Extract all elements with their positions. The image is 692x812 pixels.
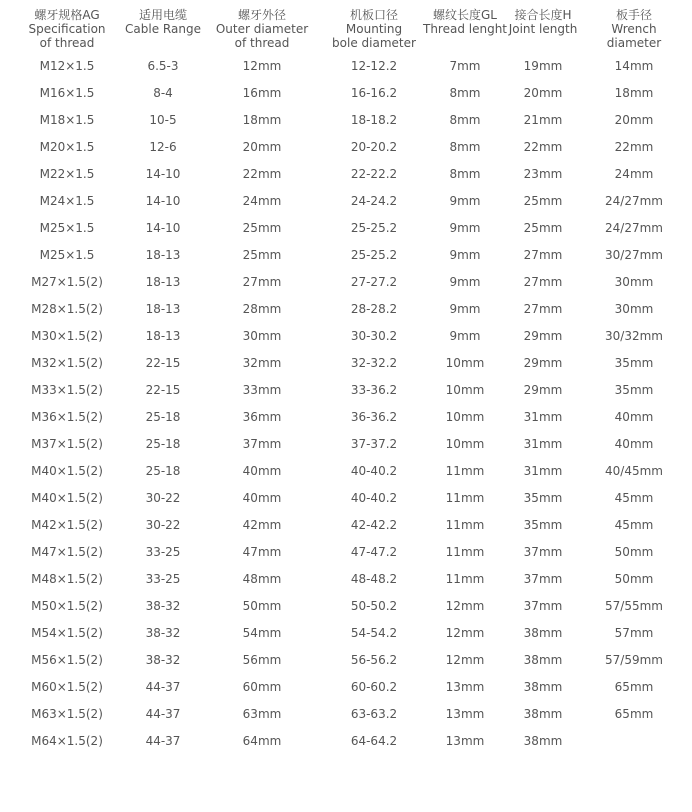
- cell-spec: M12×1.5: [39, 59, 95, 73]
- cell-wrench-diameter: 30/27mm: [605, 248, 663, 262]
- cell-outer-diameter: 12mm: [242, 59, 282, 73]
- cell-thread-length: 11mm: [445, 518, 485, 532]
- cell-wrench-diameter: 57/59mm: [605, 653, 663, 667]
- cell-spec: M16×1.5: [39, 86, 95, 100]
- cell-cable-range: 18-13: [145, 302, 181, 316]
- cell-mounting-hole: 42-42.2: [350, 518, 398, 532]
- cell-wrench-diameter: 40/45mm: [605, 464, 663, 478]
- cell-joint-length: 31mm: [523, 464, 563, 478]
- cell-mounting-hole: 56-56.2: [350, 653, 398, 667]
- cell-mounting-hole: 64-64.2: [350, 734, 398, 748]
- cell-joint-length: 37mm: [523, 572, 563, 586]
- cell-cable-range: 30-22: [145, 518, 181, 532]
- cell-cable-range: 22-15: [145, 356, 181, 370]
- header-thread-length-en: Thread lenght: [422, 22, 508, 36]
- cell-outer-diameter: 28mm: [242, 302, 282, 316]
- cell-thread-length: 9mm: [449, 248, 481, 262]
- table-row: [0, 680, 692, 707]
- table-row: [0, 167, 692, 194]
- cell-joint-length: 37mm: [523, 545, 563, 559]
- cell-wrench-diameter: 24/27mm: [605, 194, 663, 208]
- cell-mounting-hole: 48-48.2: [350, 572, 398, 586]
- cell-wrench-diameter: 50mm: [614, 545, 654, 559]
- cell-thread-length: 10mm: [445, 410, 485, 424]
- cell-cable-range: 44-37: [145, 680, 181, 694]
- cell-cable-range: 10-5: [149, 113, 177, 127]
- cell-joint-length: 29mm: [523, 383, 563, 397]
- cell-thread-length: 13mm: [445, 680, 485, 694]
- cell-thread-length: 9mm: [449, 194, 481, 208]
- cell-wrench-diameter: 18mm: [614, 86, 654, 100]
- cell-spec: M42×1.5(2): [31, 518, 103, 532]
- cell-cable-range: 30-22: [145, 491, 181, 505]
- cell-thread-length: 11mm: [445, 545, 485, 559]
- table-row: [0, 437, 692, 464]
- cell-wrench-diameter: 30mm: [614, 275, 654, 289]
- cell-thread-length: 12mm: [445, 626, 485, 640]
- cell-cable-range: 33-25: [145, 545, 181, 559]
- cell-spec: M37×1.5(2): [31, 437, 103, 451]
- cell-outer-diameter: 36mm: [242, 410, 282, 424]
- table-row: [0, 86, 692, 113]
- header-outer-diameter-en: Outer diameter of thread: [215, 22, 309, 50]
- cell-spec: M24×1.5: [39, 194, 95, 208]
- cell-outer-diameter: 47mm: [242, 545, 282, 559]
- cell-spec: M63×1.5(2): [31, 707, 103, 721]
- cell-thread-length: 12mm: [445, 599, 485, 613]
- cell-mounting-hole: 63-63.2: [350, 707, 398, 721]
- cell-cable-range: 22-15: [145, 383, 181, 397]
- cell-spec: M54×1.5(2): [31, 626, 103, 640]
- cell-spec: M60×1.5(2): [31, 680, 103, 694]
- table-row: [0, 599, 692, 626]
- cell-joint-length: 38mm: [523, 707, 563, 721]
- cell-mounting-hole: 12-12.2: [350, 59, 398, 73]
- cell-thread-length: 9mm: [449, 329, 481, 343]
- cell-spec: M36×1.5(2): [31, 410, 103, 424]
- table-row: [0, 410, 692, 437]
- cell-outer-diameter: 20mm: [242, 140, 282, 154]
- cell-spec: M33×1.5(2): [31, 383, 103, 397]
- cell-joint-length: 31mm: [523, 437, 563, 451]
- cell-outer-diameter: 56mm: [242, 653, 282, 667]
- cell-mounting-hole: 40-40.2: [350, 491, 398, 505]
- cell-mounting-hole: 28-28.2: [350, 302, 398, 316]
- cell-joint-length: 38mm: [523, 680, 563, 694]
- cell-wrench-diameter: 40mm: [614, 437, 654, 451]
- table-row: [0, 194, 692, 221]
- cell-wrench-diameter: 65mm: [614, 707, 654, 721]
- table-row: [0, 140, 692, 167]
- cell-joint-length: 27mm: [523, 275, 563, 289]
- cell-joint-length: 29mm: [523, 356, 563, 370]
- cell-cable-range: 18-13: [145, 329, 181, 343]
- cell-joint-length: 38mm: [523, 734, 563, 748]
- table-row: [0, 113, 692, 140]
- header-specification-zh: 螺牙规格AG: [34, 8, 100, 22]
- header-outer-diameter-zh: 螺牙外径: [237, 8, 286, 22]
- cell-outer-diameter: 42mm: [242, 518, 282, 532]
- cell-wrench-diameter: 45mm: [614, 518, 654, 532]
- cell-wrench-diameter: 57mm: [614, 626, 654, 640]
- cell-wrench-diameter: 45mm: [614, 491, 654, 505]
- cell-thread-length: 7mm: [449, 59, 481, 73]
- cell-cable-range: 25-18: [145, 437, 181, 451]
- cell-outer-diameter: 33mm: [242, 383, 282, 397]
- cell-outer-diameter: 32mm: [242, 356, 282, 370]
- cell-joint-length: 35mm: [523, 518, 563, 532]
- cell-spec: M56×1.5(2): [31, 653, 103, 667]
- cell-joint-length: 21mm: [523, 113, 563, 127]
- header-cable-range-en: Cable Range: [125, 22, 201, 36]
- cell-spec: M25×1.5: [39, 221, 95, 235]
- cell-joint-length: 31mm: [523, 410, 563, 424]
- cell-thread-length: 8mm: [449, 140, 481, 154]
- cell-cable-range: 25-18: [145, 464, 181, 478]
- cell-mounting-hole: 25-25.2: [350, 221, 398, 235]
- cell-outer-diameter: 63mm: [242, 707, 282, 721]
- cell-wrench-diameter: 24mm: [614, 167, 654, 181]
- table-row: [0, 734, 692, 761]
- cell-joint-length: 27mm: [523, 302, 563, 316]
- cell-spec: M47×1.5(2): [31, 545, 103, 559]
- cell-thread-length: 11mm: [445, 572, 485, 586]
- cell-mounting-hole: 32-32.2: [350, 356, 398, 370]
- cell-outer-diameter: 27mm: [242, 275, 282, 289]
- cell-spec: M48×1.5(2): [31, 572, 103, 586]
- cell-wrench-diameter: 35mm: [614, 356, 654, 370]
- cell-spec: M22×1.5: [39, 167, 95, 181]
- cell-wrench-diameter: 14mm: [614, 59, 654, 73]
- cell-wrench-diameter: 50mm: [614, 572, 654, 586]
- cell-outer-diameter: 40mm: [242, 464, 282, 478]
- cell-thread-length: 10mm: [445, 356, 485, 370]
- table-row: [0, 248, 692, 275]
- cell-wrench-diameter: 20mm: [614, 113, 654, 127]
- cell-wrench-diameter: 40mm: [614, 410, 654, 424]
- cell-outer-diameter: 22mm: [242, 167, 282, 181]
- table-row: [0, 626, 692, 653]
- cell-cable-range: 14-10: [145, 194, 181, 208]
- cell-thread-length: 13mm: [445, 734, 485, 748]
- table-row: [0, 707, 692, 734]
- cell-outer-diameter: 25mm: [242, 248, 282, 262]
- header-mounting-hole-zh: 机板口径: [349, 8, 398, 22]
- table-row: [0, 572, 692, 599]
- cell-cable-range: 44-37: [145, 707, 181, 721]
- cell-cable-range: 6.5-3: [147, 59, 179, 73]
- table-row: [0, 383, 692, 410]
- cell-mounting-hole: 27-27.2: [350, 275, 398, 289]
- cell-thread-length: 13mm: [445, 707, 485, 721]
- cell-thread-length: 8mm: [449, 86, 481, 100]
- cell-joint-length: 20mm: [523, 86, 563, 100]
- cell-spec: M32×1.5(2): [31, 356, 103, 370]
- cell-cable-range: 25-18: [145, 410, 181, 424]
- cell-mounting-hole: 24-24.2: [350, 194, 398, 208]
- cell-outer-diameter: 54mm: [242, 626, 282, 640]
- cell-outer-diameter: 60mm: [242, 680, 282, 694]
- table-row: [0, 221, 692, 248]
- cell-cable-range: 44-37: [145, 734, 181, 748]
- cell-joint-length: 22mm: [523, 140, 563, 154]
- cell-cable-range: 18-13: [145, 275, 181, 289]
- cell-spec: M28×1.5(2): [31, 302, 103, 316]
- table-row: [0, 329, 692, 356]
- cell-cable-range: 33-25: [145, 572, 181, 586]
- cell-mounting-hole: 22-22.2: [350, 167, 398, 181]
- cell-joint-length: 23mm: [523, 167, 563, 181]
- table-row: [0, 518, 692, 545]
- cell-cable-range: 18-13: [145, 248, 181, 262]
- cell-spec: M18×1.5: [39, 113, 95, 127]
- cell-spec: M40×1.5(2): [31, 491, 103, 505]
- cell-cable-range: 38-32: [145, 599, 181, 613]
- cell-outer-diameter: 24mm: [242, 194, 282, 208]
- cell-cable-range: 38-32: [145, 653, 181, 667]
- cell-thread-length: 10mm: [445, 437, 485, 451]
- cell-thread-length: 9mm: [449, 221, 481, 235]
- table-row: [0, 356, 692, 383]
- cell-thread-length: 12mm: [445, 653, 485, 667]
- cell-mounting-hole: 47-47.2: [350, 545, 398, 559]
- cell-joint-length: 25mm: [523, 221, 563, 235]
- header-mounting-hole-en: Mounting bole diameter: [332, 22, 416, 50]
- cell-mounting-hole: 25-25.2: [350, 248, 398, 262]
- cell-joint-length: 38mm: [523, 626, 563, 640]
- cell-mounting-hole: 60-60.2: [350, 680, 398, 694]
- header-wrench-diameter-zh: 板手径: [615, 8, 652, 22]
- cell-thread-length: 8mm: [449, 167, 481, 181]
- cell-thread-length: 9mm: [449, 302, 481, 316]
- table-row: [0, 302, 692, 329]
- cell-outer-diameter: 30mm: [242, 329, 282, 343]
- cell-mounting-hole: 18-18.2: [350, 113, 398, 127]
- cell-thread-length: 11mm: [445, 491, 485, 505]
- table-row: [0, 59, 692, 86]
- cell-wrench-diameter: 57/55mm: [605, 599, 663, 613]
- cell-outer-diameter: 48mm: [242, 572, 282, 586]
- cell-wrench-diameter: [584, 734, 684, 761]
- cell-joint-length: 19mm: [523, 59, 563, 73]
- cell-mounting-hole: 33-36.2: [350, 383, 398, 397]
- cell-mounting-hole: 40-40.2: [350, 464, 398, 478]
- cell-thread-length: 10mm: [445, 383, 485, 397]
- cell-outer-diameter: 16mm: [242, 86, 282, 100]
- cell-joint-length: 38mm: [523, 653, 563, 667]
- cell-joint-length: 29mm: [523, 329, 563, 343]
- cell-wrench-diameter: 30/32mm: [605, 329, 663, 343]
- cell-outer-diameter: 37mm: [242, 437, 282, 451]
- cell-mounting-hole: 36-36.2: [350, 410, 398, 424]
- cell-spec: M30×1.5(2): [31, 329, 103, 343]
- cell-wrench-diameter: 24/27mm: [605, 221, 663, 235]
- cell-spec: M40×1.5(2): [31, 464, 103, 478]
- cell-outer-diameter: 40mm: [242, 491, 282, 505]
- header-joint-length-zh: 接合长度H: [514, 8, 572, 22]
- cell-mounting-hole: 16-16.2: [350, 86, 398, 100]
- cell-mounting-hole: 30-30.2: [350, 329, 398, 343]
- cell-wrench-diameter: 22mm: [614, 140, 654, 154]
- header-thread-length-zh: 螺纹长度GL: [433, 8, 497, 22]
- cell-spec: M25×1.5: [39, 248, 95, 262]
- cell-cable-range: 14-10: [145, 167, 181, 181]
- cell-cable-range: 12-6: [149, 140, 177, 154]
- cell-joint-length: 35mm: [523, 491, 563, 505]
- header-joint-length-en: Joint length: [508, 22, 578, 36]
- cell-thread-length: 9mm: [449, 275, 481, 289]
- cell-joint-length: 27mm: [523, 248, 563, 262]
- cell-outer-diameter: 25mm: [242, 221, 282, 235]
- cell-cable-range: 8-4: [153, 86, 173, 100]
- table-row: [0, 545, 692, 572]
- cell-mounting-hole: 54-54.2: [350, 626, 398, 640]
- cell-spec: M27×1.5(2): [31, 275, 103, 289]
- cell-wrench-diameter: 35mm: [614, 383, 654, 397]
- table-row: [0, 653, 692, 680]
- cell-joint-length: 25mm: [523, 194, 563, 208]
- cell-spec: M50×1.5(2): [31, 599, 103, 613]
- cell-wrench-diameter: 65mm: [614, 680, 654, 694]
- cell-thread-length: 8mm: [449, 113, 481, 127]
- table-row: [0, 464, 692, 491]
- header-wrench-diameter-en: Wrench diameter: [606, 22, 662, 50]
- cell-thread-length: 11mm: [445, 464, 485, 478]
- cell-wrench-diameter: 30mm: [614, 302, 654, 316]
- cell-spec: M20×1.5: [39, 140, 95, 154]
- cell-mounting-hole: 50-50.2: [350, 599, 398, 613]
- cell-outer-diameter: 18mm: [242, 113, 282, 127]
- cell-mounting-hole: 37-37.2: [350, 437, 398, 451]
- cell-joint-length: 37mm: [523, 599, 563, 613]
- cell-cable-range: 38-32: [145, 626, 181, 640]
- header-specification-en: Specification of thread: [28, 22, 106, 50]
- cell-outer-diameter: 64mm: [242, 734, 282, 748]
- cell-mounting-hole: 20-20.2: [350, 140, 398, 154]
- cell-cable-range: 14-10: [145, 221, 181, 235]
- cell-outer-diameter: 50mm: [242, 599, 282, 613]
- table-row: [0, 491, 692, 518]
- table-row: [0, 275, 692, 302]
- header-cable-range-zh: 适用电缆: [138, 8, 187, 22]
- cell-spec: M64×1.5(2): [31, 734, 103, 748]
